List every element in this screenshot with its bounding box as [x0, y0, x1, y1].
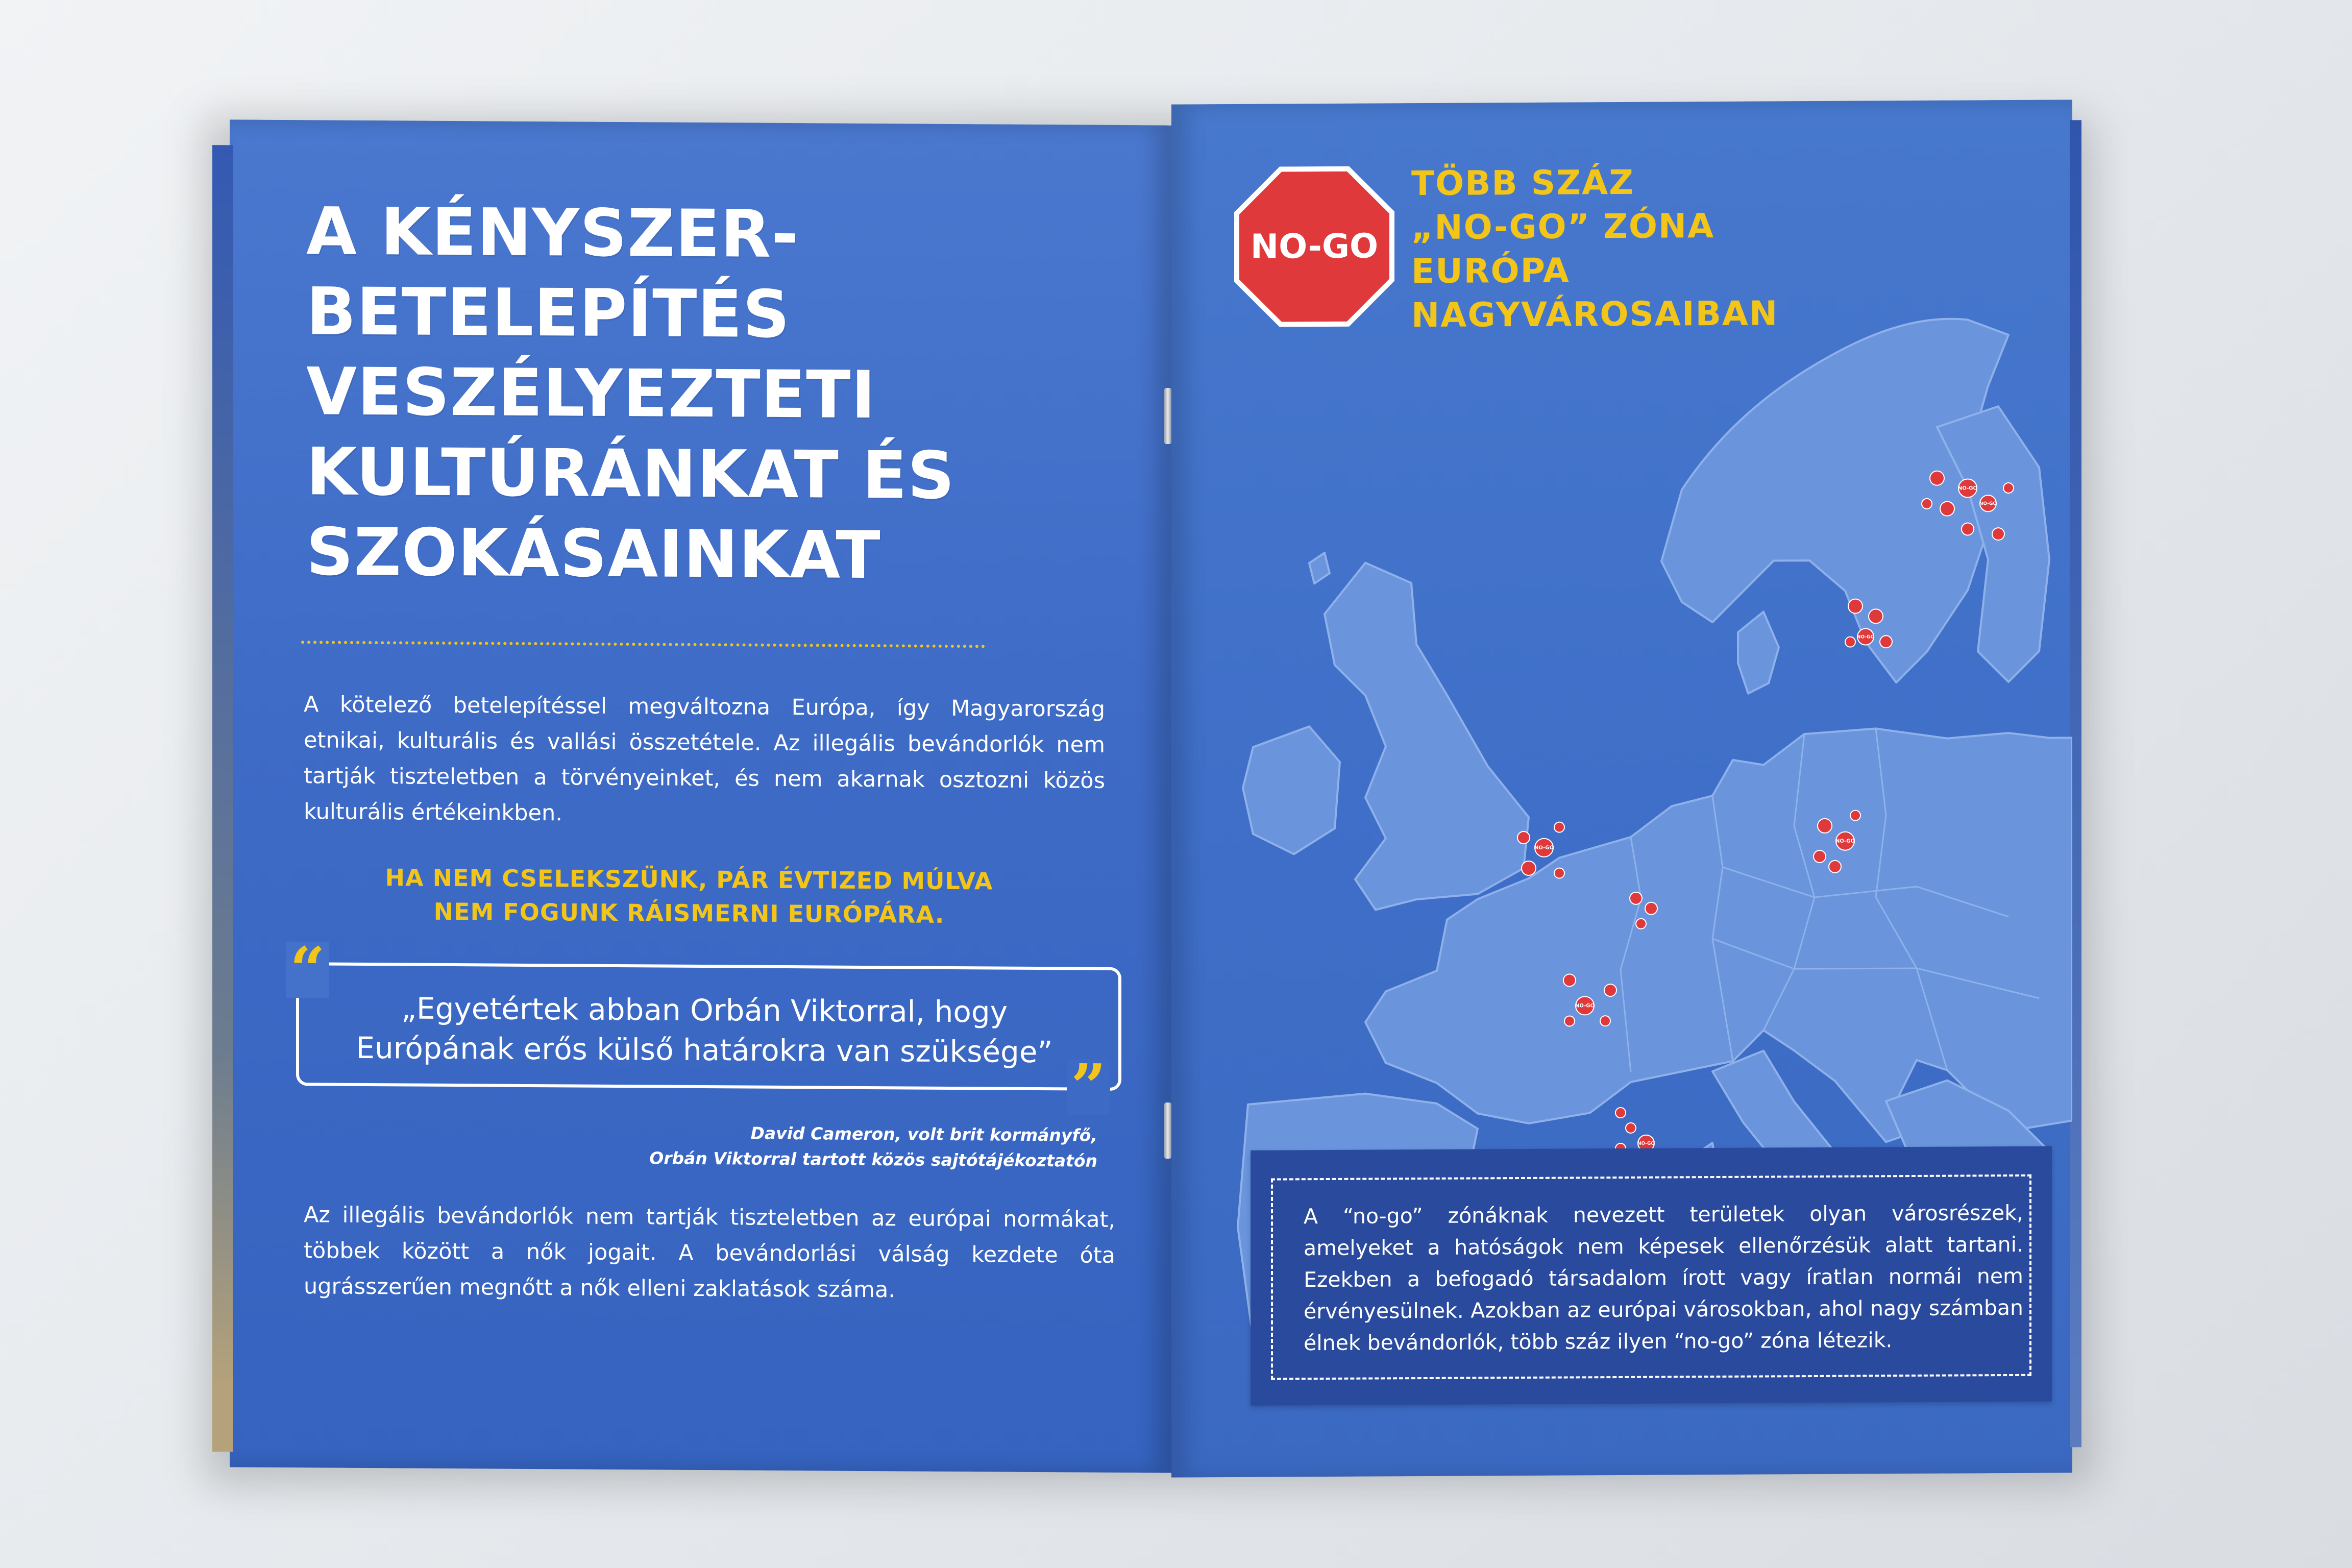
no-go-marker-label: NO-GO [1575, 1003, 1595, 1009]
no-go-marker-icon [1564, 1016, 1575, 1026]
headline [306, 191, 1072, 597]
no-go-marker-icon [1522, 861, 1536, 875]
no-go-marker-icon [1869, 609, 1883, 623]
map-title-line: „NO-GO” ZÓNA [1411, 206, 1715, 248]
denmark-shape [1738, 611, 1779, 693]
quote-attribution [536, 1119, 1097, 1174]
no-go-stop-sign-icon [1233, 164, 1396, 329]
warning-callout [357, 861, 1021, 932]
no-go-marker-icon [1636, 919, 1646, 929]
no-go-marker-icon [1850, 811, 1860, 821]
no-go-marker-icon [1848, 599, 1863, 614]
quote-line: „Egyetértek abban Orbán Viktorral, hogy [401, 991, 1008, 1030]
no-go-marker-icon [1554, 822, 1564, 832]
no-go-marker-icon [1829, 861, 1841, 873]
open-quote-icon: “ [286, 942, 329, 998]
outro-paragraph: Az illegális bevándorlók nem tartják tiszteletben az európai normákat, többek között a nők jogait. A bevándorlási válság kezdete óta ugrásszerűen megnőtt a nők elleni zaklatások száma. [304, 1202, 1115, 1303]
ireland-shape [1243, 726, 1340, 854]
no-go-marker-icon [1604, 984, 1616, 996]
great-britain-shape [1325, 562, 1529, 910]
no-go-marker-icon [1814, 850, 1826, 863]
headline-line: BETELEPÍTÉS [306, 274, 791, 353]
islands-shape [1309, 553, 1330, 583]
map-title-line: EURÓPA [1411, 251, 1570, 291]
no-go-marker-icon [1517, 831, 1530, 844]
map-title-line: NAGYVÁROSAIBAN [1411, 293, 1779, 335]
no-go-marker-label: NO-GO [1958, 485, 1977, 492]
info-box-dashed-frame [1271, 1174, 2031, 1380]
intro-paragraph: A kötelező betelepítéssel megváltozna Európa, így Magyarország etnikai, kulturális és vallási összetétele. Az illegális bevándorlók nem tartják tiszteletben a törvényeinket, és nem akarnak osztozni közös kulturális értékeinkben. [304, 692, 1105, 826]
dotted-divider [301, 641, 985, 648]
no-go-marker-label: NO-GO [1637, 1141, 1655, 1146]
headline-line: KULTÚRÁNKAT ÉS [306, 434, 955, 514]
no-go-marker-label: NO-GO [1856, 634, 1875, 640]
no-go-marker-icon [1630, 892, 1642, 904]
map-title-line: TÖBB SZÁZ [1411, 162, 1635, 204]
attribution-line: David Cameron, volt brit kormányfő, [750, 1123, 1097, 1145]
no-go-marker-icon [1962, 523, 1974, 535]
headline-line: VESZÉLYEZTETI [306, 354, 876, 434]
info-box [1251, 1146, 2052, 1406]
no-go-marker-icon [2003, 483, 2014, 493]
no-go-marker-icon [1922, 499, 1932, 509]
no-go-marker-icon [1645, 902, 1657, 915]
no-go-marker-icon [1615, 1108, 1626, 1118]
warning-line: HA NEM CSELEKSZÜNK, PÁR ÉVTIZED MÚLVA [385, 864, 993, 895]
stop-sign-text: NO-GO [1250, 226, 1379, 266]
no-go-marker-icon [1930, 471, 1944, 485]
no-go-marker-icon [1992, 528, 2004, 540]
no-go-marker-icon [1600, 1016, 1610, 1026]
info-text: A “no-go” zónáknak nevezett területek olyan városrészek, amelyeket a hatóságok nem képesek ellenőrzésük alatt tartani. Ezekben a befogadó társadalom írott vagy íratlan normái nem érvényesülnek. Azokban az európai városokban, ahol nagy számban élnek bevándorlók, több száz ilyen “no-go” zóna létezik. [1304, 1200, 2023, 1356]
staple [1164, 388, 1171, 444]
no-go-marker-label: NO-GO [1835, 838, 1855, 844]
close-quote-icon: ” [1067, 1059, 1110, 1115]
scandinavia-shape [1661, 318, 2008, 683]
no-go-marker-icon [1818, 819, 1832, 833]
right-page [1171, 100, 2072, 1477]
quote-text [332, 988, 1077, 1072]
headline-line: SZOKÁSAINKAT [306, 514, 881, 594]
no-go-marker-label: NO-GO [1534, 845, 1554, 851]
no-go-marker-icon [1554, 868, 1564, 878]
left-page [230, 119, 1171, 1473]
page-edge [212, 145, 233, 1452]
no-go-marker-icon [1845, 637, 1855, 647]
map-title [1411, 159, 1871, 337]
warning-line: NEM FOGUNK RÁISMERNI EURÓPÁRA. [433, 897, 945, 928]
staple [1164, 1102, 1171, 1159]
quote-line: Európának erős külső határokra van szüksége” [356, 1030, 1053, 1070]
headline-line: A KÉNYSZER- [306, 193, 799, 273]
no-go-marker-icon [1880, 635, 1892, 648]
no-go-marker-label: NO-GO [1979, 501, 1997, 507]
attribution-line: Orbán Viktorral tartott közös sajtótájékoztatón [649, 1148, 1097, 1171]
no-go-marker-icon [1626, 1123, 1636, 1133]
no-go-marker-icon [1563, 974, 1576, 986]
no-go-marker-icon [1940, 502, 1954, 516]
